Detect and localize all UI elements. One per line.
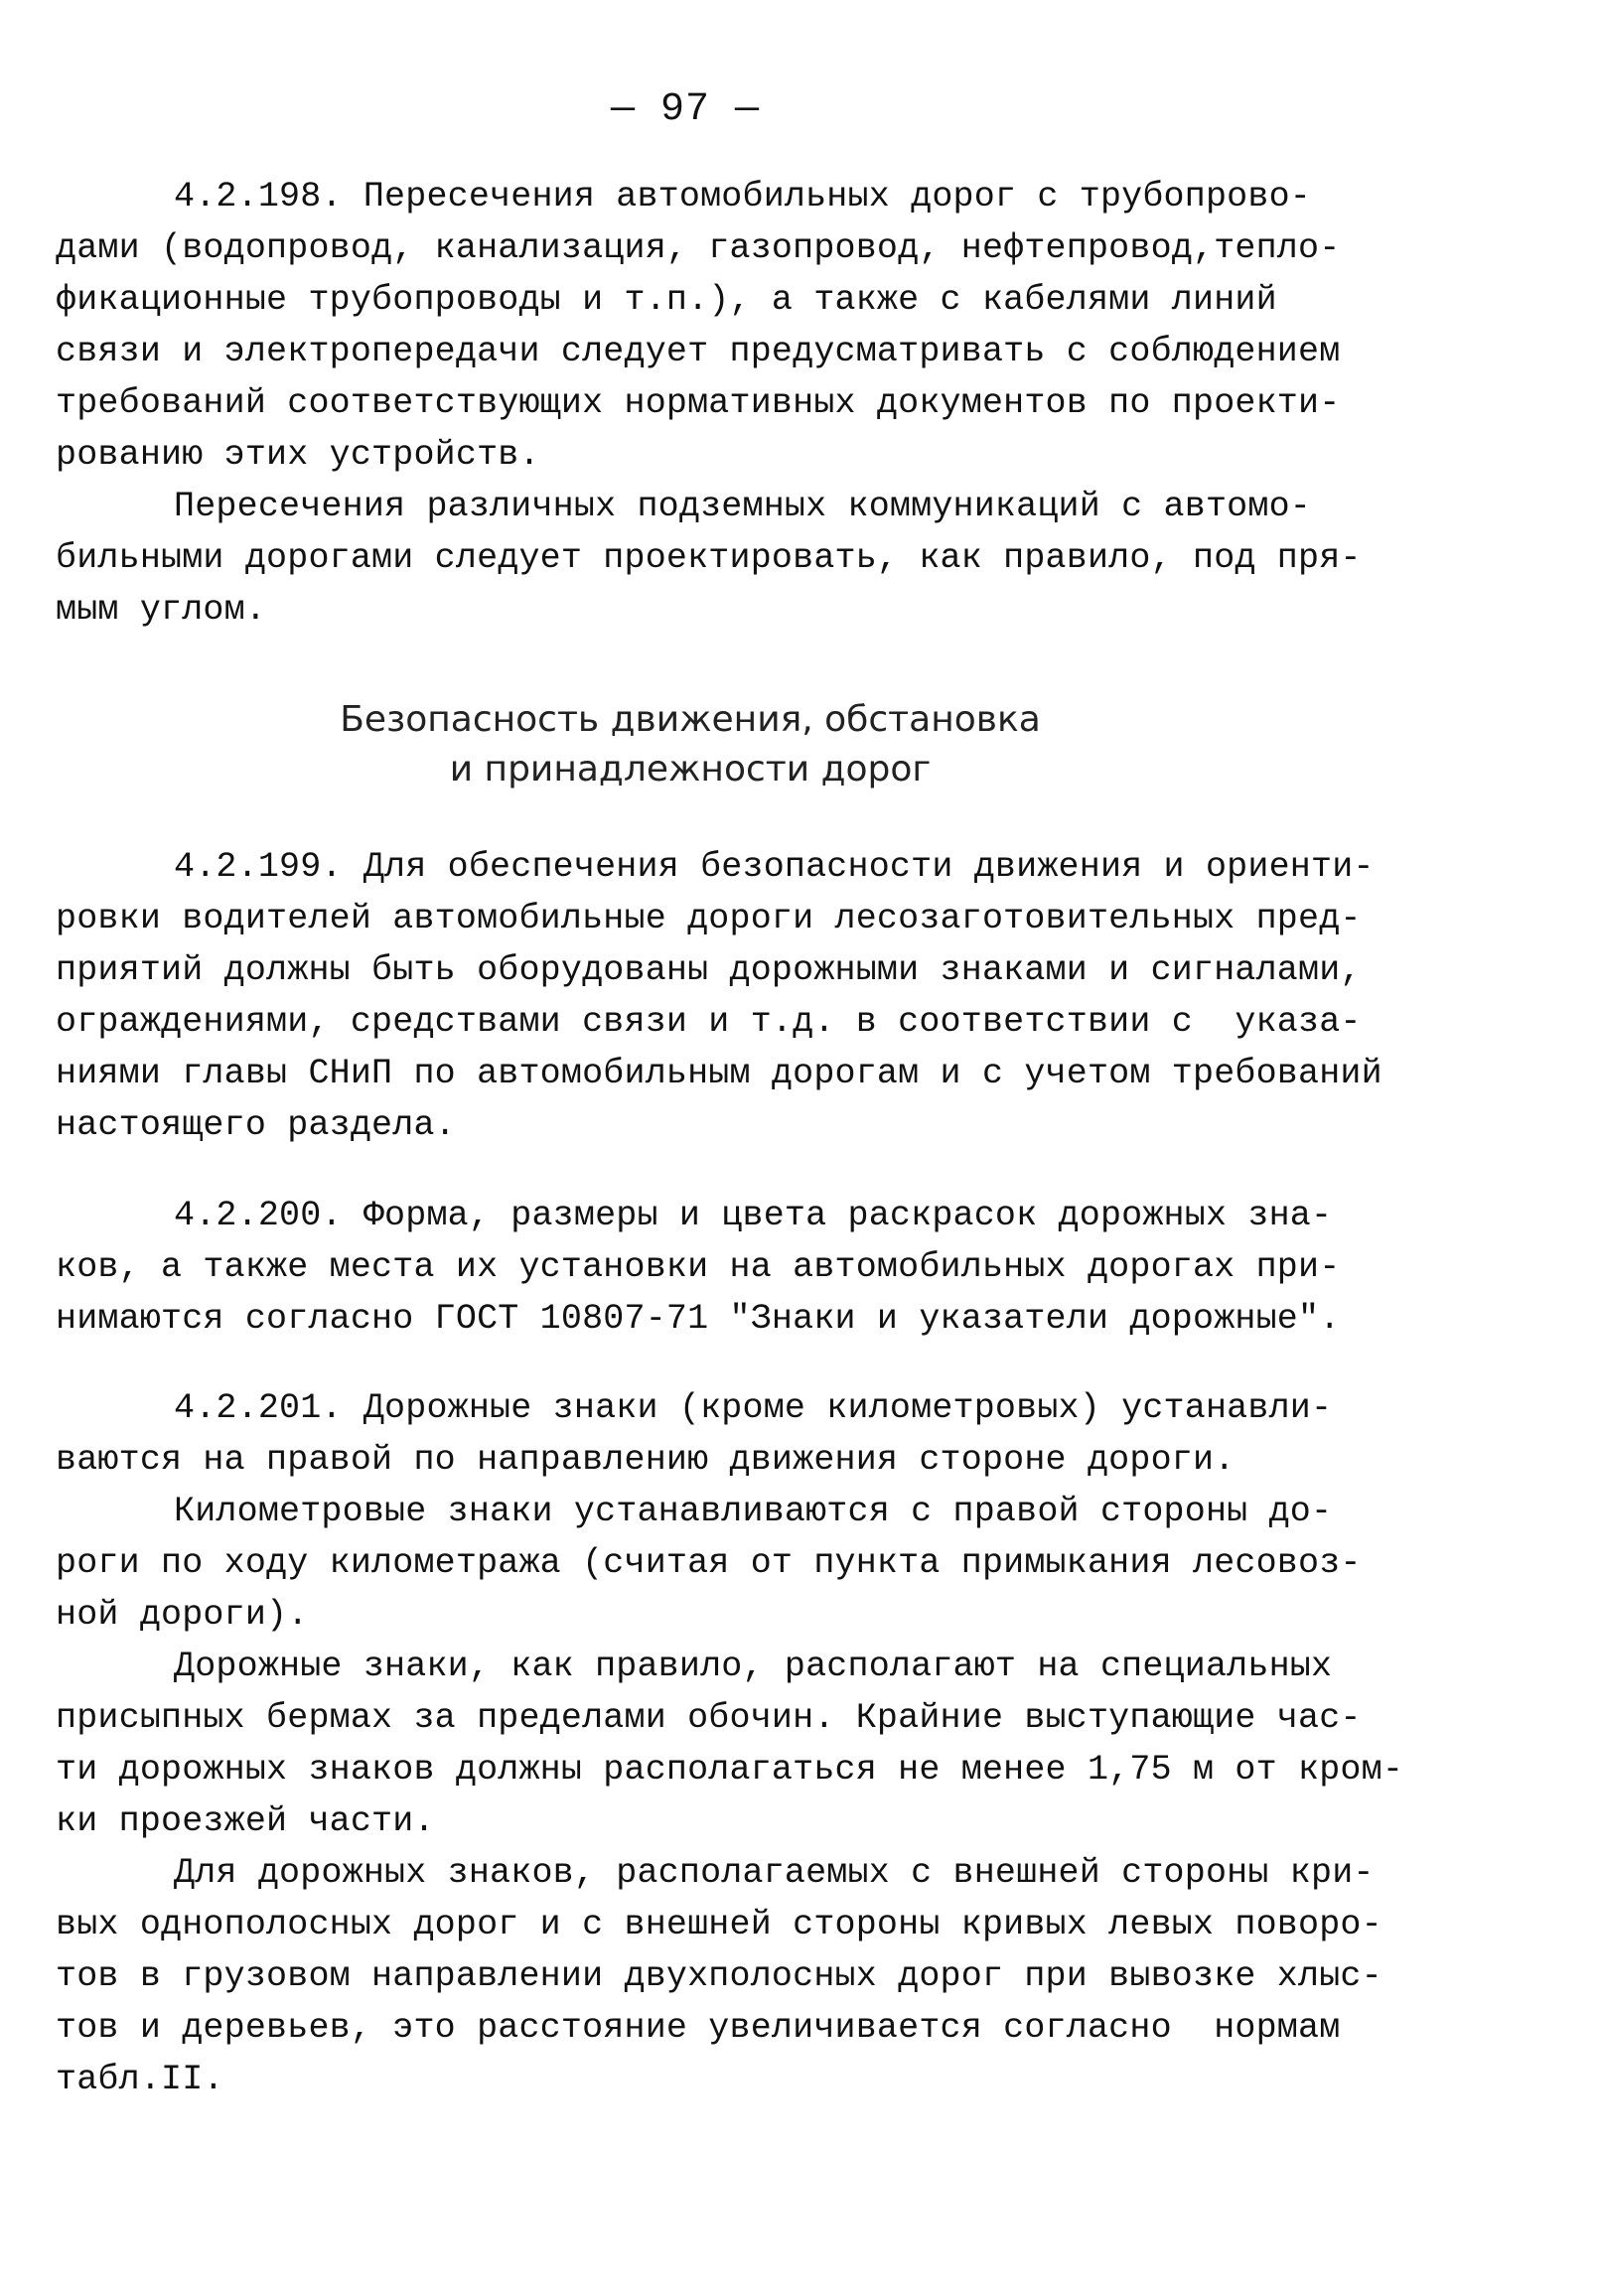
text-line: Для дорожных знаков, располагаемых с внешней стороны кри- xyxy=(174,1853,1375,1893)
text-line: ков, а также места их установки на автомобильных дорогах при- xyxy=(56,1247,1341,1287)
text-line: 4.2.198. Пересечения автомобильных дорог с трубопрово- xyxy=(174,177,1311,216)
text-line: вых однополосных дорог и с внешней стороны кривых левых поворо- xyxy=(56,1905,1382,1944)
section-4-2-199 xyxy=(56,841,1406,1151)
text-line: 4.2.201. Дорожные знаки (кроме километровых) устанавли- xyxy=(174,1388,1333,1428)
text-line: рованию этих устройств. xyxy=(56,435,540,475)
text-line: ки проезжей части. xyxy=(56,1801,435,1841)
text-line: табл.II. xyxy=(56,2060,224,2099)
text-line: ти дорожных знаков должны располагаться не менее 1,75 м от кром- xyxy=(56,1750,1404,1790)
text-line: Дорожные знаки, как правило, располагают на специальных xyxy=(174,1647,1333,1686)
text-line: ваются на правой по направлению движения стороне дороги. xyxy=(56,1440,1236,1480)
text-line: бильными дорогами следует проектировать, как правило, под пря- xyxy=(56,538,1362,578)
text-line: ровки водителей автомобильные дороги лесозаготовительных пред- xyxy=(56,899,1362,938)
text-line: ниями главы СНиП по автомобильным дорогам и с учетом требований xyxy=(56,1054,1382,1093)
text-line: дами (водопровод, канализация, газопровод, нефтепровод,тепло- xyxy=(56,228,1341,268)
section-4-2-200 xyxy=(56,1190,1406,1345)
text-line: связи и электропередачи следует предусматривать с соблюдением xyxy=(56,332,1341,371)
heading-line-2: и принадлежности дорог xyxy=(449,749,932,789)
text-line: Километровые знаки устанавливаются с правой стороны до- xyxy=(174,1492,1333,1531)
text-line: мым углом. xyxy=(56,590,267,630)
text-line: ограждениями, средствами связи и т.д. в соответствии с указа- xyxy=(56,1002,1362,1042)
text-line: фикационные трубопроводы и т.п.), а также с кабелями линий xyxy=(56,280,1277,320)
heading-line-1: Безопасность движения, обстановка xyxy=(340,699,1041,740)
section-4-2-198 xyxy=(56,171,1406,636)
text-line: тов в грузовом направлении двухполосных дорог при вывозке хлыс- xyxy=(56,1956,1382,1996)
text-line: 4.2.199. Для обеспечения безопасности движения и ориенти- xyxy=(174,847,1375,887)
text-line: Пересечения различных подземных коммуникаций с автомо- xyxy=(174,487,1311,526)
text-line: тов и деревьев, это расстояние увеличивается согласно нормам xyxy=(56,2008,1341,2048)
section-4-2-201 xyxy=(56,1382,1406,2105)
text-line: нимаются согласно ГОСТ 10807-71 "Знаки и указатели дорожные". xyxy=(56,1299,1341,1339)
text-line: ной дороги). xyxy=(56,1595,309,1635)
text-line: 4.2.200. Форма, размеры и цвета раскрасок дорожных зна- xyxy=(174,1196,1333,1235)
section-heading xyxy=(0,695,1381,794)
text-line: требований соответствующих нормативных документов по проекти- xyxy=(56,383,1341,423)
text-line: присыпных бермах за пределами обочин. Крайние выступающие час- xyxy=(56,1698,1362,1738)
text-line: настоящего раздела. xyxy=(56,1105,456,1145)
text-line: приятий должны быть оборудованы дорожными знаками и сигналами, xyxy=(56,950,1362,990)
page-number: — 97 — xyxy=(610,87,761,132)
text-line: роги по ходу километража (считая от пункта примыкания лесовоз- xyxy=(56,1543,1362,1583)
